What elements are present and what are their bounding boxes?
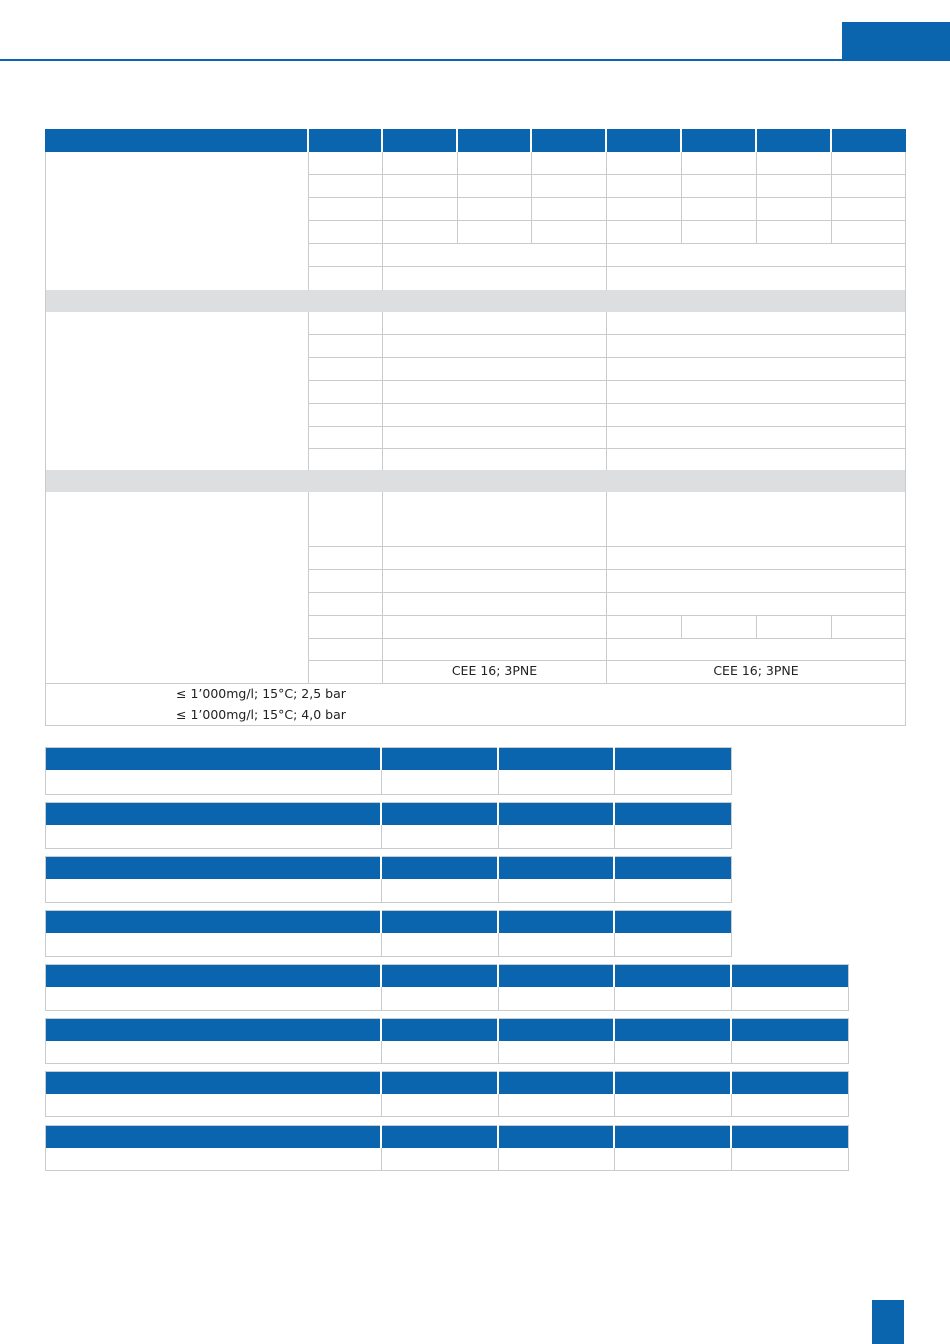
footnote-2: ≤ 1’000mg/l; 15°C; 4,0 bar [176,707,346,722]
connection-value-right: CEE 16; 3PNE [713,663,799,678]
section-divider-2 [46,470,905,492]
footnote-1: ≤ 1’000mg/l; 15°C; 2,5 bar [176,686,346,701]
section-divider-1 [46,290,905,312]
header-rule [0,59,950,61]
main-table-header [45,129,906,152]
connection-value-left: CEE 16; 3PNE [451,663,538,678]
page-marker [872,1300,904,1344]
header-tab [842,22,950,61]
main-table-frame [45,129,906,726]
